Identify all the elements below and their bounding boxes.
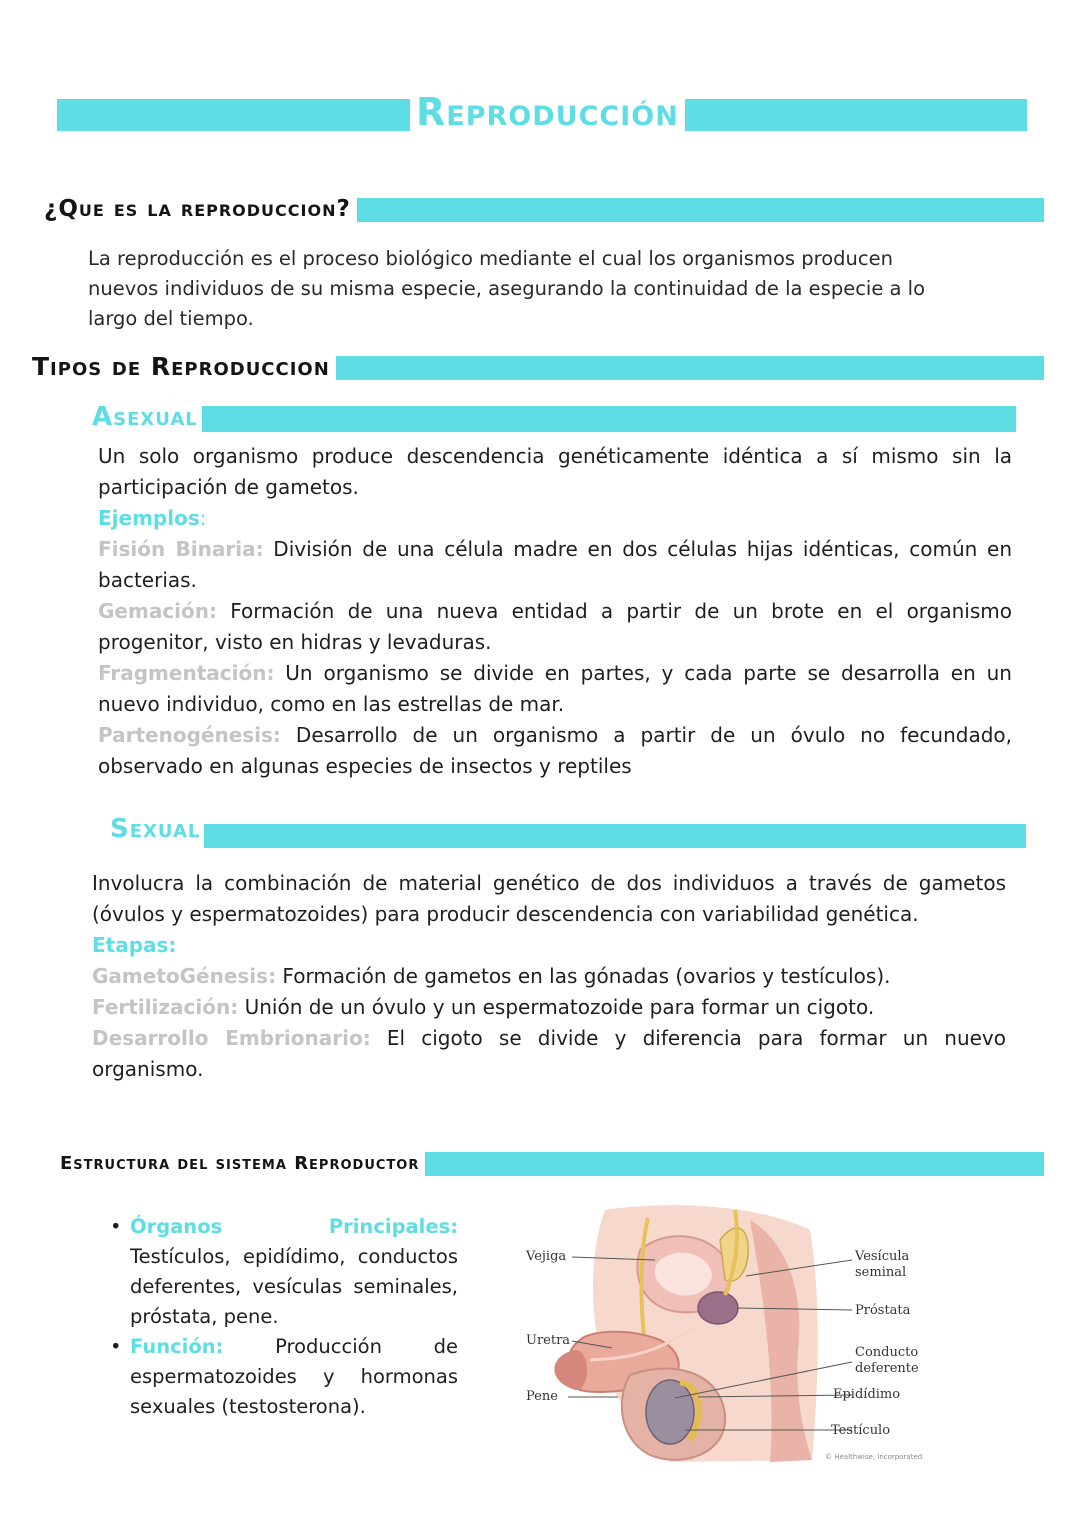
list-item-text: Producción de espermatozoides y hormonas sexuales (testosterona). bbox=[130, 1335, 458, 1418]
example-term: Partenogénesis: bbox=[98, 723, 281, 747]
anatomy-figure bbox=[520, 1200, 940, 1470]
stage-text: Unión de un óvulo y un espermatozoide para formar un cigoto. bbox=[238, 995, 875, 1019]
stage-text: Formación de gametos en las gónadas (ovarios y testículos). bbox=[276, 964, 891, 988]
list-item-label: Órganos Principales: bbox=[130, 1215, 458, 1238]
heading-types: Tipos de Reproduccion bbox=[32, 350, 336, 384]
stage-text: El cigoto se divide y diferencia para formar un nuevo organismo. bbox=[92, 1026, 1006, 1081]
structure-list bbox=[108, 1212, 458, 1422]
subsection-bar-asexual bbox=[94, 406, 1016, 432]
list-item-label: Función: bbox=[130, 1335, 224, 1358]
example-item bbox=[98, 720, 1012, 782]
heading-structure: Estructura del sistema Reproductor bbox=[60, 1148, 425, 1180]
figure-label-testiculo: Testículo bbox=[831, 1423, 891, 1438]
examples-label: Ejemplos bbox=[98, 506, 200, 530]
sexual-block bbox=[92, 868, 1006, 1085]
example-text: Desarrollo de un organismo a partir de un óvulo no fecundado, observado en algunas especies de insectos y reptiles bbox=[98, 723, 1012, 778]
example-item bbox=[98, 534, 1012, 596]
page-title: Reproducción bbox=[410, 84, 685, 140]
stage-term: Fertilización: bbox=[92, 995, 239, 1019]
figure-label-vejiga: Vejiga bbox=[526, 1249, 567, 1264]
stage-item bbox=[92, 961, 1006, 992]
sexual-description: Involucra la combinación de material genético de dos individuos a través de gametos (óvulos y espermatozoides) para producir descendencia con variabilidad genética. bbox=[92, 871, 1006, 926]
figure-label-prostata: Próstata bbox=[855, 1303, 911, 1318]
example-text: División de una célula madre en dos células hijas idénticas, común en bacterias. bbox=[98, 537, 1012, 592]
subsection-bar-sexual bbox=[112, 824, 1026, 848]
examples-heading bbox=[98, 503, 1012, 534]
stages-label: Etapas: bbox=[92, 933, 177, 957]
figure-label-epididimo: Epidídimo bbox=[833, 1387, 901, 1402]
heading-intro: ¿Que es la reproduccion? bbox=[44, 192, 357, 226]
figure-label-uretra: Uretra bbox=[526, 1333, 571, 1348]
example-item bbox=[98, 658, 1012, 720]
heading-sexual: Sexual bbox=[110, 810, 204, 848]
bullet: • bbox=[110, 1215, 122, 1238]
figure-label-pene: Pene bbox=[526, 1389, 558, 1404]
asexual-description: Un solo organismo produce descendencia genéticamente idéntica a sí mismo sin la participación de gametos. bbox=[98, 444, 1012, 499]
example-term: Fragmentación: bbox=[98, 661, 275, 685]
example-term: Fisión Binaria: bbox=[98, 537, 264, 561]
example-item bbox=[98, 596, 1012, 658]
figure-label-conducto: Conducto deferente bbox=[855, 1345, 919, 1376]
figure-credit: © Healthwise, Incorporated bbox=[825, 1453, 923, 1461]
list-item bbox=[108, 1332, 458, 1422]
examples-colon: : bbox=[199, 506, 207, 530]
example-term: Gemación: bbox=[98, 599, 218, 623]
example-text: Un organismo se divide en partes, y cada parte se desarrolla en un nuevo individuo, como en las estrellas de mar. bbox=[98, 661, 1012, 716]
stage-item bbox=[92, 1023, 1006, 1085]
asexual-block bbox=[98, 441, 1012, 782]
heading-asexual: Asexual bbox=[92, 398, 202, 436]
intro-paragraph: La reproducción es el proceso biológico mediante el cual los organismos producen nuevos individuos de su misma especie, asegurando la continuidad de la especie a lo largo del tiempo. bbox=[88, 247, 926, 330]
list-item bbox=[108, 1212, 458, 1332]
bullet: • bbox=[110, 1335, 122, 1358]
stage-term: Desarrollo Embrionario: bbox=[92, 1026, 371, 1050]
list-item-text: Testículos, epidídimo, conductos deferentes, vesículas seminales, próstata, pene. bbox=[130, 1245, 458, 1328]
stage-item bbox=[92, 992, 1006, 1023]
figure-label-vesicula: Vesícula seminal bbox=[855, 1249, 910, 1280]
example-text: Formación de una nueva entidad a partir de un brote en el organismo progenitor, visto en hidras y levaduras. bbox=[98, 599, 1012, 654]
stage-term: GametoGénesis: bbox=[92, 964, 277, 988]
